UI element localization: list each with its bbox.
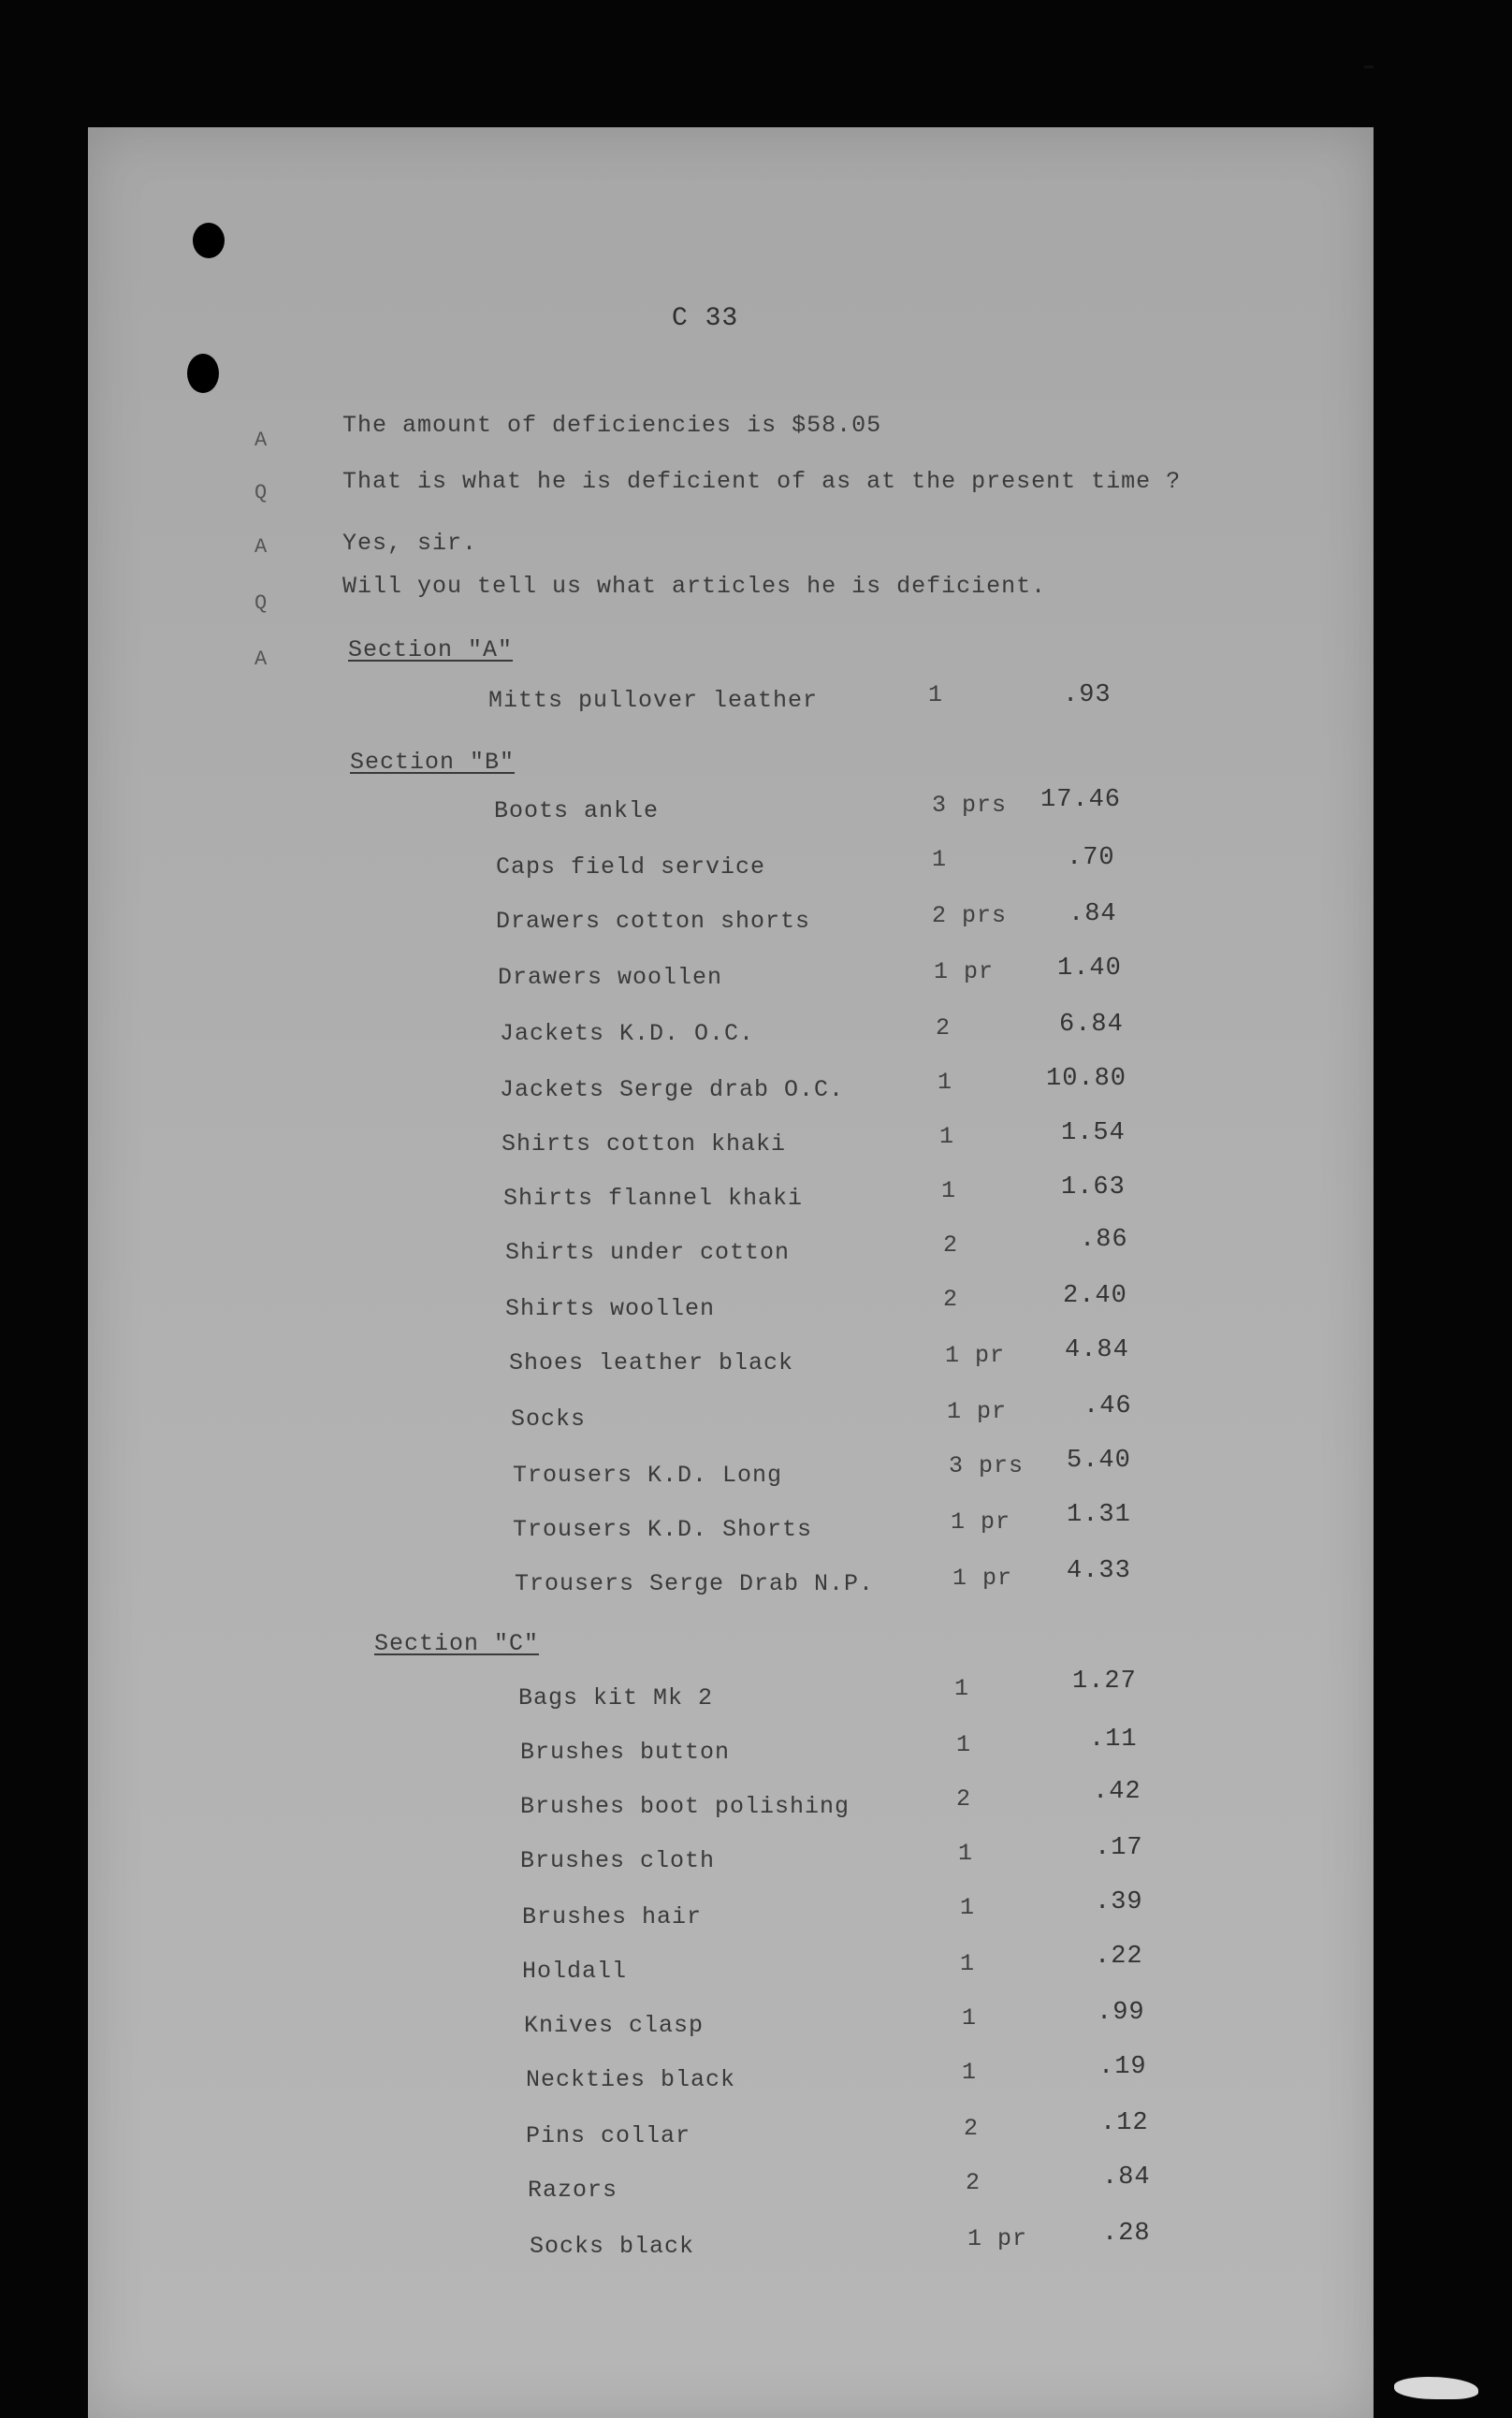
item-qty: 3 prs: [932, 792, 1008, 819]
item-qty: 2: [956, 1785, 972, 1813]
item-price: 17.46: [1040, 786, 1122, 814]
item-qty: 1 pr: [945, 1342, 1006, 1369]
section-a-heading: Section "A": [348, 636, 514, 663]
item-qty: 3 prs: [949, 1452, 1025, 1479]
item-name: Socks black: [530, 2233, 695, 2260]
item-price: 1.31: [1067, 1501, 1131, 1529]
speaker-label: A: [254, 535, 269, 559]
section-c-heading: Section "C": [374, 1630, 540, 1657]
item-price: .19: [1098, 2053, 1147, 2081]
item-name: Bags kit Mk 2: [518, 1684, 714, 1712]
item-name: Caps field service: [496, 853, 766, 881]
item-name: Neckties black: [526, 2066, 736, 2093]
item-qty: 1: [938, 1069, 953, 1096]
item-price: 5.40: [1067, 1447, 1131, 1475]
item-name: Holdall: [522, 1958, 628, 1985]
item-name: Shirts cotton khaki: [502, 1130, 787, 1158]
item-qty: 1: [958, 1840, 974, 1867]
item-name: Brushes cloth: [520, 1847, 716, 1874]
item-name: Pins collar: [526, 2122, 691, 2149]
item-name: Jackets K.D. O.C.: [500, 1020, 755, 1047]
speaker-label: A: [254, 429, 269, 452]
item-qty: 1 pr: [967, 2225, 1028, 2252]
item-price: .42: [1093, 1778, 1141, 1806]
item-name: Mitts pullover leather: [488, 687, 819, 714]
item-name: Shoes leather black: [509, 1349, 794, 1377]
item-price: .84: [1069, 900, 1117, 928]
page-number: C 33: [672, 304, 739, 333]
item-qty: 1: [932, 846, 948, 873]
item-price: 1.54: [1061, 1119, 1126, 1147]
item-qty: 1: [960, 1950, 976, 1977]
punch-hole: [193, 223, 225, 258]
item-qty: 1: [954, 1675, 970, 1702]
item-name: Brushes boot polishing: [520, 1793, 850, 1820]
speaker-label: Q: [254, 591, 269, 615]
item-price: .46: [1083, 1392, 1132, 1420]
item-qty: 2: [943, 1231, 959, 1259]
punch-hole: [187, 354, 219, 393]
item-price: .70: [1067, 844, 1115, 872]
item-qty: 2 prs: [932, 902, 1008, 929]
item-name: Jackets Serge drab O.C.: [500, 1076, 845, 1103]
item-price: 1.27: [1072, 1668, 1137, 1696]
item-name: Shirts flannel khaki: [503, 1185, 804, 1212]
scan-speck: [1364, 66, 1374, 68]
item-name: Drawers cotton shorts: [496, 908, 811, 935]
item-qty: 1 pr: [947, 1398, 1008, 1425]
item-name: Razors: [528, 2177, 618, 2204]
item-price: 1.63: [1061, 1173, 1126, 1202]
item-qty: 1: [941, 1177, 957, 1204]
item-price: 10.80: [1046, 1065, 1127, 1093]
answer-text: The amount of deficiencies is $58.05: [342, 412, 882, 439]
item-qty: 1: [939, 1123, 955, 1150]
item-price: .39: [1095, 1888, 1143, 1916]
speaker-label: A: [254, 648, 269, 671]
item-price: 1.40: [1057, 954, 1122, 983]
scan-speck: [1394, 2377, 1478, 2399]
item-name: Socks: [511, 1406, 587, 1433]
item-name: Boots ankle: [494, 797, 660, 824]
item-qty: 2: [936, 1014, 952, 1041]
item-qty: 1: [962, 2059, 978, 2086]
item-qty: 1: [960, 1894, 976, 1921]
item-qty: 1 pr: [952, 1565, 1013, 1592]
item-price: 4.84: [1065, 1336, 1129, 1364]
item-name: Trousers Serge Drab N.P.: [515, 1570, 875, 1597]
item-qty: 1: [956, 1731, 972, 1758]
item-qty: 1: [962, 2004, 978, 2032]
item-price: 6.84: [1059, 1011, 1124, 1039]
item-price: .93: [1063, 681, 1112, 709]
section-b-heading: Section "B": [350, 749, 516, 776]
item-qty: 1: [928, 681, 944, 708]
item-price: .17: [1095, 1834, 1143, 1862]
item-name: Trousers K.D. Long: [513, 1462, 783, 1489]
item-price: .99: [1097, 1999, 1145, 2027]
item-name: Brushes button: [520, 1739, 731, 1766]
question-text: That is what he is deficient of as at the present time ?: [342, 468, 1182, 495]
item-price: .86: [1080, 1226, 1128, 1254]
item-price: .28: [1102, 2220, 1151, 2248]
item-qty: 2: [966, 2169, 981, 2196]
item-price: .11: [1089, 1726, 1138, 1754]
question-text: Will you tell us what articles he is deficient.: [342, 573, 1047, 600]
item-qty: 1 pr: [951, 1508, 1011, 1536]
item-name: Brushes hair: [522, 1903, 703, 1930]
item-price: 4.33: [1067, 1557, 1131, 1585]
item-price: .22: [1095, 1943, 1143, 1971]
item-name: Drawers woollen: [498, 964, 723, 991]
item-name: Shirts woollen: [505, 1295, 716, 1322]
item-name: Trousers K.D. Shorts: [513, 1516, 813, 1543]
item-name: Knives clasp: [524, 2012, 705, 2039]
item-price: .12: [1100, 2109, 1149, 2137]
item-qty: 2: [943, 1286, 959, 1313]
item-price: .84: [1102, 2163, 1151, 2192]
speaker-label: Q: [254, 481, 269, 504]
item-qty: 2: [964, 2115, 980, 2142]
item-price: 2.40: [1063, 1282, 1127, 1310]
item-name: Shirts under cotton: [505, 1239, 791, 1266]
item-qty: 1 pr: [934, 958, 995, 985]
answer-text: Yes, sir.: [342, 530, 478, 557]
